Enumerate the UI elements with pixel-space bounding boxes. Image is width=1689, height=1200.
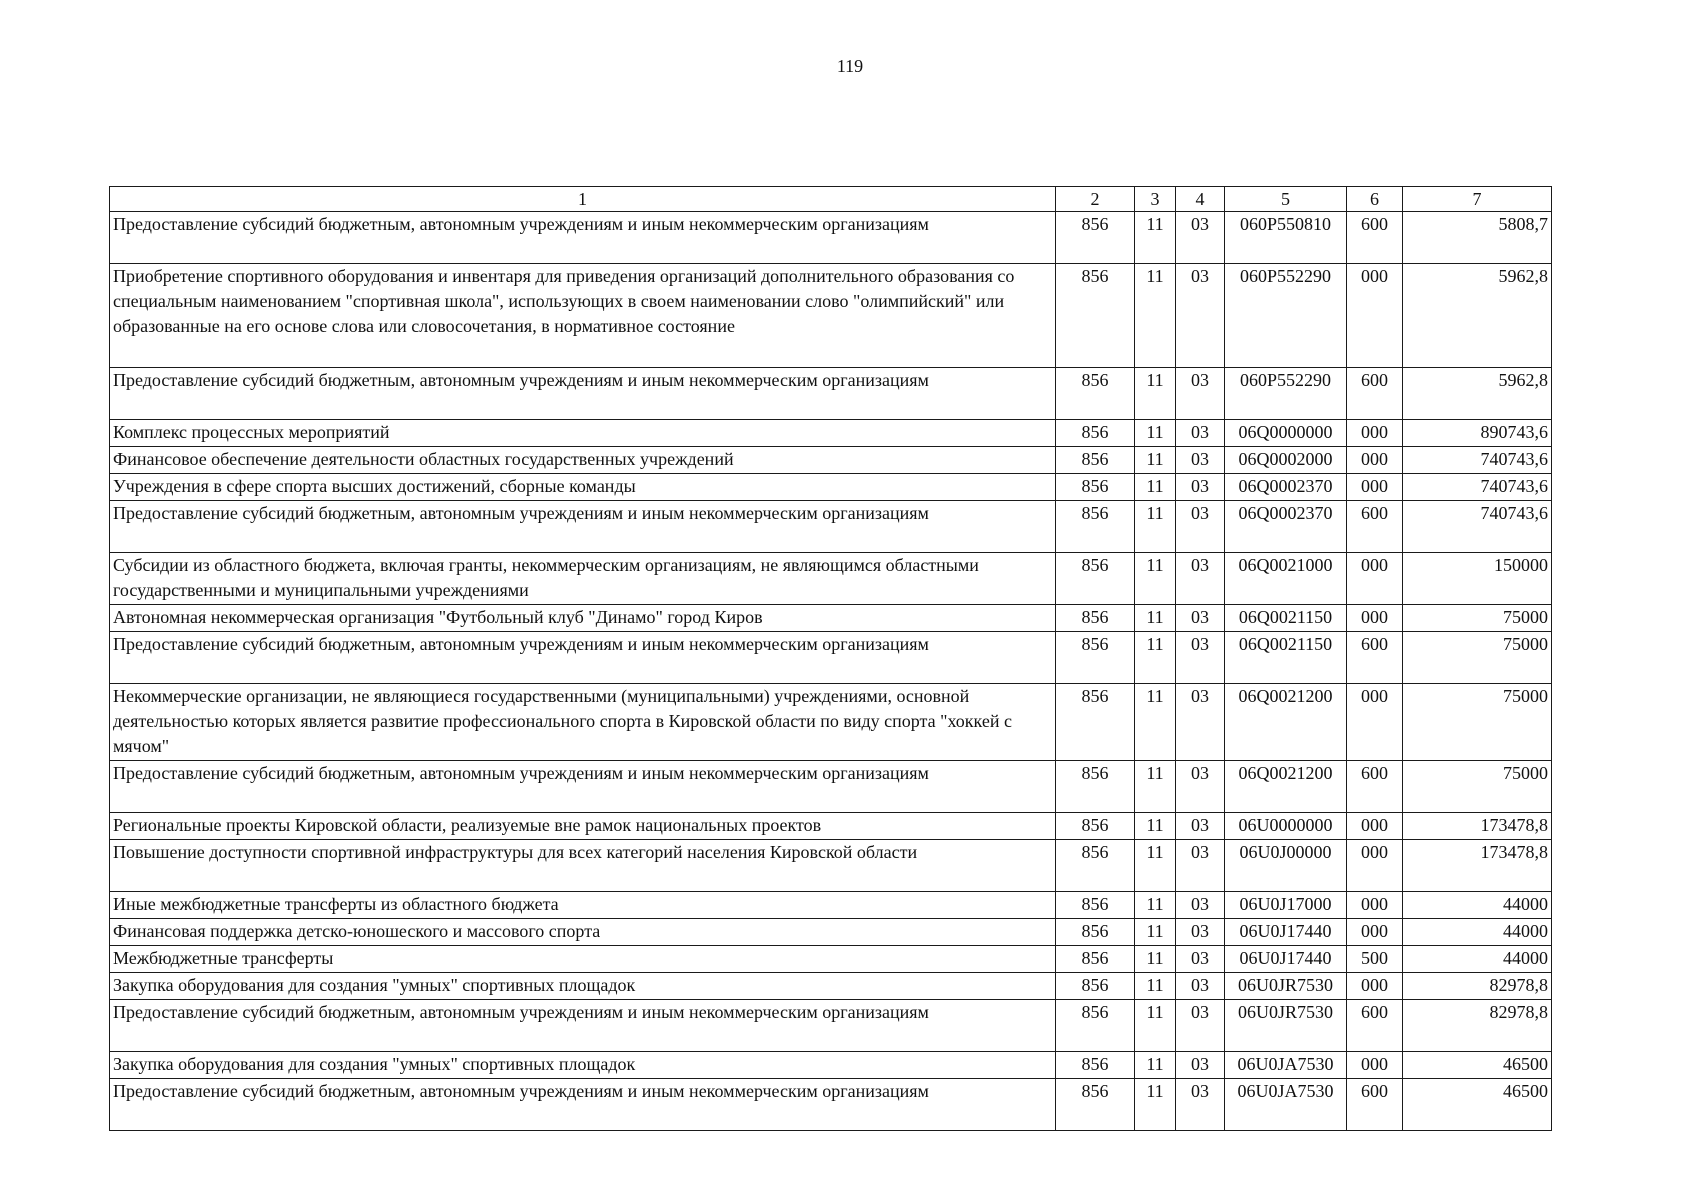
row-name: Финансовая поддержка детско-юношеского и массового спорта <box>110 919 1056 946</box>
row-name: Автономная некоммерческая организация "Футбольный клуб "Динамо" город Киров <box>110 605 1056 632</box>
target-article-code: 06Q0002370 <box>1225 501 1347 553</box>
row-name: Субсидии из областного бюджета, включая гранты, некоммерческим организациям, не являющимся областными государственными и муниципальными учреждениями <box>110 553 1056 605</box>
section-code: 11 <box>1135 264 1176 368</box>
ministry-code: 856 <box>1056 684 1135 761</box>
subsection-code: 03 <box>1176 761 1225 813</box>
table-row <box>110 632 1552 684</box>
table-row <box>110 447 1552 474</box>
subsection-code: 03 <box>1176 1079 1225 1131</box>
amount: 75000 <box>1403 632 1552 684</box>
ministry-code: 856 <box>1056 813 1135 840</box>
subsection-code: 03 <box>1176 973 1225 1000</box>
expense-type-code: 000 <box>1347 264 1403 368</box>
row-name: Финансовое обеспечение деятельности областных государственных учреждений <box>110 447 1056 474</box>
section-code: 11 <box>1135 813 1176 840</box>
table-row <box>110 919 1552 946</box>
table-row <box>110 605 1552 632</box>
row-name: Некоммерческие организации, не являющиеся государственными (муниципальными) учреждениями, основной деятельностью которых является развитие профессионального спорта в Кировской области по виду спорта "хоккей с мячом" <box>110 684 1056 761</box>
ministry-code: 856 <box>1056 1000 1135 1052</box>
table-row <box>110 761 1552 813</box>
section-code: 11 <box>1135 212 1176 264</box>
subsection-code: 03 <box>1176 840 1225 892</box>
subsection-code: 03 <box>1176 553 1225 605</box>
table-row <box>110 946 1552 973</box>
expense-type-code: 000 <box>1347 474 1403 501</box>
row-name: Межбюджетные трансферты <box>110 946 1056 973</box>
subsection-code: 03 <box>1176 501 1225 553</box>
amount: 740743,6 <box>1403 474 1552 501</box>
subsection-code: 03 <box>1176 420 1225 447</box>
expense-type-code: 600 <box>1347 501 1403 553</box>
expense-type-code: 000 <box>1347 919 1403 946</box>
ministry-code: 856 <box>1056 605 1135 632</box>
row-name: Предоставление субсидий бюджетным, автономным учреждениям и иным некоммерческим организациям <box>110 501 1056 553</box>
target-article-code: 06Q0021200 <box>1225 684 1347 761</box>
amount: 173478,8 <box>1403 840 1552 892</box>
target-article-code: 06U0JR7530 <box>1225 973 1347 1000</box>
ministry-code: 856 <box>1056 919 1135 946</box>
ministry-code: 856 <box>1056 553 1135 605</box>
subsection-code: 03 <box>1176 605 1225 632</box>
amount: 82978,8 <box>1403 973 1552 1000</box>
column-header: 4 <box>1176 187 1225 212</box>
section-code: 11 <box>1135 368 1176 420</box>
budget-table <box>109 186 1552 1131</box>
amount: 75000 <box>1403 605 1552 632</box>
header-row <box>110 187 1552 212</box>
expense-type-code: 600 <box>1347 632 1403 684</box>
table-row <box>110 813 1552 840</box>
amount: 5962,8 <box>1403 368 1552 420</box>
table-row <box>110 840 1552 892</box>
subsection-code: 03 <box>1176 447 1225 474</box>
expense-type-code: 600 <box>1347 1079 1403 1131</box>
amount: 46500 <box>1403 1052 1552 1079</box>
expense-type-code: 000 <box>1347 840 1403 892</box>
expense-type-code: 600 <box>1347 761 1403 813</box>
subsection-code: 03 <box>1176 946 1225 973</box>
row-name: Повышение доступности спортивной инфраструктуры для всех категорий населения Кировской области <box>110 840 1056 892</box>
subsection-code: 03 <box>1176 474 1225 501</box>
target-article-code: 06U0J17000 <box>1225 892 1347 919</box>
table-row <box>110 368 1552 420</box>
page-number: 119 <box>836 56 864 76</box>
amount: 5962,8 <box>1403 264 1552 368</box>
ministry-code: 856 <box>1056 368 1135 420</box>
table-row <box>110 973 1552 1000</box>
target-article-code: 060P550810 <box>1225 212 1347 264</box>
expense-type-code: 000 <box>1347 447 1403 474</box>
amount: 5808,7 <box>1403 212 1552 264</box>
amount: 75000 <box>1403 761 1552 813</box>
table-row <box>110 1000 1552 1052</box>
ministry-code: 856 <box>1056 632 1135 684</box>
ministry-code: 856 <box>1056 447 1135 474</box>
column-header: 7 <box>1403 187 1552 212</box>
section-code: 11 <box>1135 632 1176 684</box>
expense-type-code: 000 <box>1347 1052 1403 1079</box>
row-name: Закупка оборудования для создания "умных" спортивных площадок <box>110 1052 1056 1079</box>
row-name: Закупка оборудования для создания "умных" спортивных площадок <box>110 973 1056 1000</box>
ministry-code: 856 <box>1056 264 1135 368</box>
section-code: 11 <box>1135 919 1176 946</box>
section-code: 11 <box>1135 605 1176 632</box>
expense-type-code: 000 <box>1347 605 1403 632</box>
section-code: 11 <box>1135 474 1176 501</box>
target-article-code: 06U0J00000 <box>1225 840 1347 892</box>
ministry-code: 856 <box>1056 1079 1135 1131</box>
ministry-code: 856 <box>1056 761 1135 813</box>
subsection-code: 03 <box>1176 1052 1225 1079</box>
expense-type-code: 000 <box>1347 813 1403 840</box>
target-article-code: 060P552290 <box>1225 368 1347 420</box>
section-code: 11 <box>1135 684 1176 761</box>
section-code: 11 <box>1135 946 1176 973</box>
table-row <box>110 212 1552 264</box>
subsection-code: 03 <box>1176 1000 1225 1052</box>
target-article-code: 06Q0021000 <box>1225 553 1347 605</box>
expense-type-code: 600 <box>1347 1000 1403 1052</box>
table-row <box>110 892 1552 919</box>
amount: 740743,6 <box>1403 501 1552 553</box>
row-name: Предоставление субсидий бюджетным, автономным учреждениям и иным некоммерческим организациям <box>110 761 1056 813</box>
subsection-code: 03 <box>1176 212 1225 264</box>
amount: 75000 <box>1403 684 1552 761</box>
subsection-code: 03 <box>1176 919 1225 946</box>
subsection-code: 03 <box>1176 684 1225 761</box>
amount: 150000 <box>1403 553 1552 605</box>
target-article-code: 06U0JA7530 <box>1225 1052 1347 1079</box>
section-code: 11 <box>1135 1000 1176 1052</box>
table-row <box>110 1052 1552 1079</box>
target-article-code: 06Q0002370 <box>1225 474 1347 501</box>
expense-type-code: 600 <box>1347 212 1403 264</box>
section-code: 11 <box>1135 892 1176 919</box>
target-article-code: 06U0J17440 <box>1225 946 1347 973</box>
target-article-code: 06Q0002000 <box>1225 447 1347 474</box>
subsection-code: 03 <box>1176 892 1225 919</box>
target-article-code: 06Q0021150 <box>1225 605 1347 632</box>
row-name: Предоставление субсидий бюджетным, автономным учреждениям и иным некоммерческим организациям <box>110 1079 1056 1131</box>
target-article-code: 06Q0000000 <box>1225 420 1347 447</box>
table-row <box>110 474 1552 501</box>
target-article-code: 06U0J17440 <box>1225 919 1347 946</box>
amount: 46500 <box>1403 1079 1552 1131</box>
amount: 173478,8 <box>1403 813 1552 840</box>
column-header: 5 <box>1225 187 1347 212</box>
ministry-code: 856 <box>1056 840 1135 892</box>
table-row <box>110 264 1552 368</box>
expense-type-code: 000 <box>1347 684 1403 761</box>
expense-type-code: 600 <box>1347 368 1403 420</box>
column-header: 3 <box>1135 187 1176 212</box>
column-header: 1 <box>110 187 1056 212</box>
section-code: 11 <box>1135 973 1176 1000</box>
row-name: Приобретение спортивного оборудования и инвентаря для приведения организаций дополнительного образования со специальным наименованием "спортивная школа", использующих в своем наименовании слово "олимпийский" или образованные на его основе слова или словосочетания, в нормативное состояние <box>110 264 1056 368</box>
row-name: Предоставление субсидий бюджетным, автономным учреждениям и иным некоммерческим организациям <box>110 368 1056 420</box>
amount: 44000 <box>1403 892 1552 919</box>
target-article-code: 060P552290 <box>1225 264 1347 368</box>
amount: 44000 <box>1403 919 1552 946</box>
section-code: 11 <box>1135 501 1176 553</box>
amount: 44000 <box>1403 946 1552 973</box>
ministry-code: 856 <box>1056 501 1135 553</box>
target-article-code: 06U0000000 <box>1225 813 1347 840</box>
table-row <box>110 420 1552 447</box>
ministry-code: 856 <box>1056 474 1135 501</box>
row-name: Учреждения в сфере спорта высших достижений, сборные команды <box>110 474 1056 501</box>
section-code: 11 <box>1135 447 1176 474</box>
target-article-code: 06Q0021200 <box>1225 761 1347 813</box>
row-name: Комплекс процессных мероприятий <box>110 420 1056 447</box>
table-row <box>110 553 1552 605</box>
column-header: 6 <box>1347 187 1403 212</box>
target-article-code: 06U0JR7530 <box>1225 1000 1347 1052</box>
expense-type-code: 000 <box>1347 553 1403 605</box>
row-name: Иные межбюджетные трансферты из областного бюджета <box>110 892 1056 919</box>
table-row <box>110 501 1552 553</box>
target-article-code: 06U0JA7530 <box>1225 1079 1347 1131</box>
row-name: Региональные проекты Кировской области, реализуемые вне рамок национальных проектов <box>110 813 1056 840</box>
amount: 890743,6 <box>1403 420 1552 447</box>
ministry-code: 856 <box>1056 973 1135 1000</box>
subsection-code: 03 <box>1176 368 1225 420</box>
ministry-code: 856 <box>1056 420 1135 447</box>
column-header: 2 <box>1056 187 1135 212</box>
ministry-code: 856 <box>1056 212 1135 264</box>
subsection-code: 03 <box>1176 264 1225 368</box>
section-code: 11 <box>1135 553 1176 605</box>
amount: 82978,8 <box>1403 1000 1552 1052</box>
subsection-code: 03 <box>1176 813 1225 840</box>
ministry-code: 856 <box>1056 892 1135 919</box>
expense-type-code: 500 <box>1347 946 1403 973</box>
ministry-code: 856 <box>1056 946 1135 973</box>
amount: 740743,6 <box>1403 447 1552 474</box>
section-code: 11 <box>1135 420 1176 447</box>
expense-type-code: 000 <box>1347 973 1403 1000</box>
table-row <box>110 684 1552 761</box>
section-code: 11 <box>1135 840 1176 892</box>
section-code: 11 <box>1135 1079 1176 1131</box>
subsection-code: 03 <box>1176 632 1225 684</box>
target-article-code: 06Q0021150 <box>1225 632 1347 684</box>
row-name: Предоставление субсидий бюджетным, автономным учреждениям и иным некоммерческим организациям <box>110 632 1056 684</box>
row-name: Предоставление субсидий бюджетным, автономным учреждениям и иным некоммерческим организациям <box>110 1000 1056 1052</box>
expense-type-code: 000 <box>1347 892 1403 919</box>
section-code: 11 <box>1135 1052 1176 1079</box>
ministry-code: 856 <box>1056 1052 1135 1079</box>
table-row <box>110 1079 1552 1131</box>
expense-type-code: 000 <box>1347 420 1403 447</box>
row-name: Предоставление субсидий бюджетным, автономным учреждениям и иным некоммерческим организациям <box>110 212 1056 264</box>
section-code: 11 <box>1135 761 1176 813</box>
